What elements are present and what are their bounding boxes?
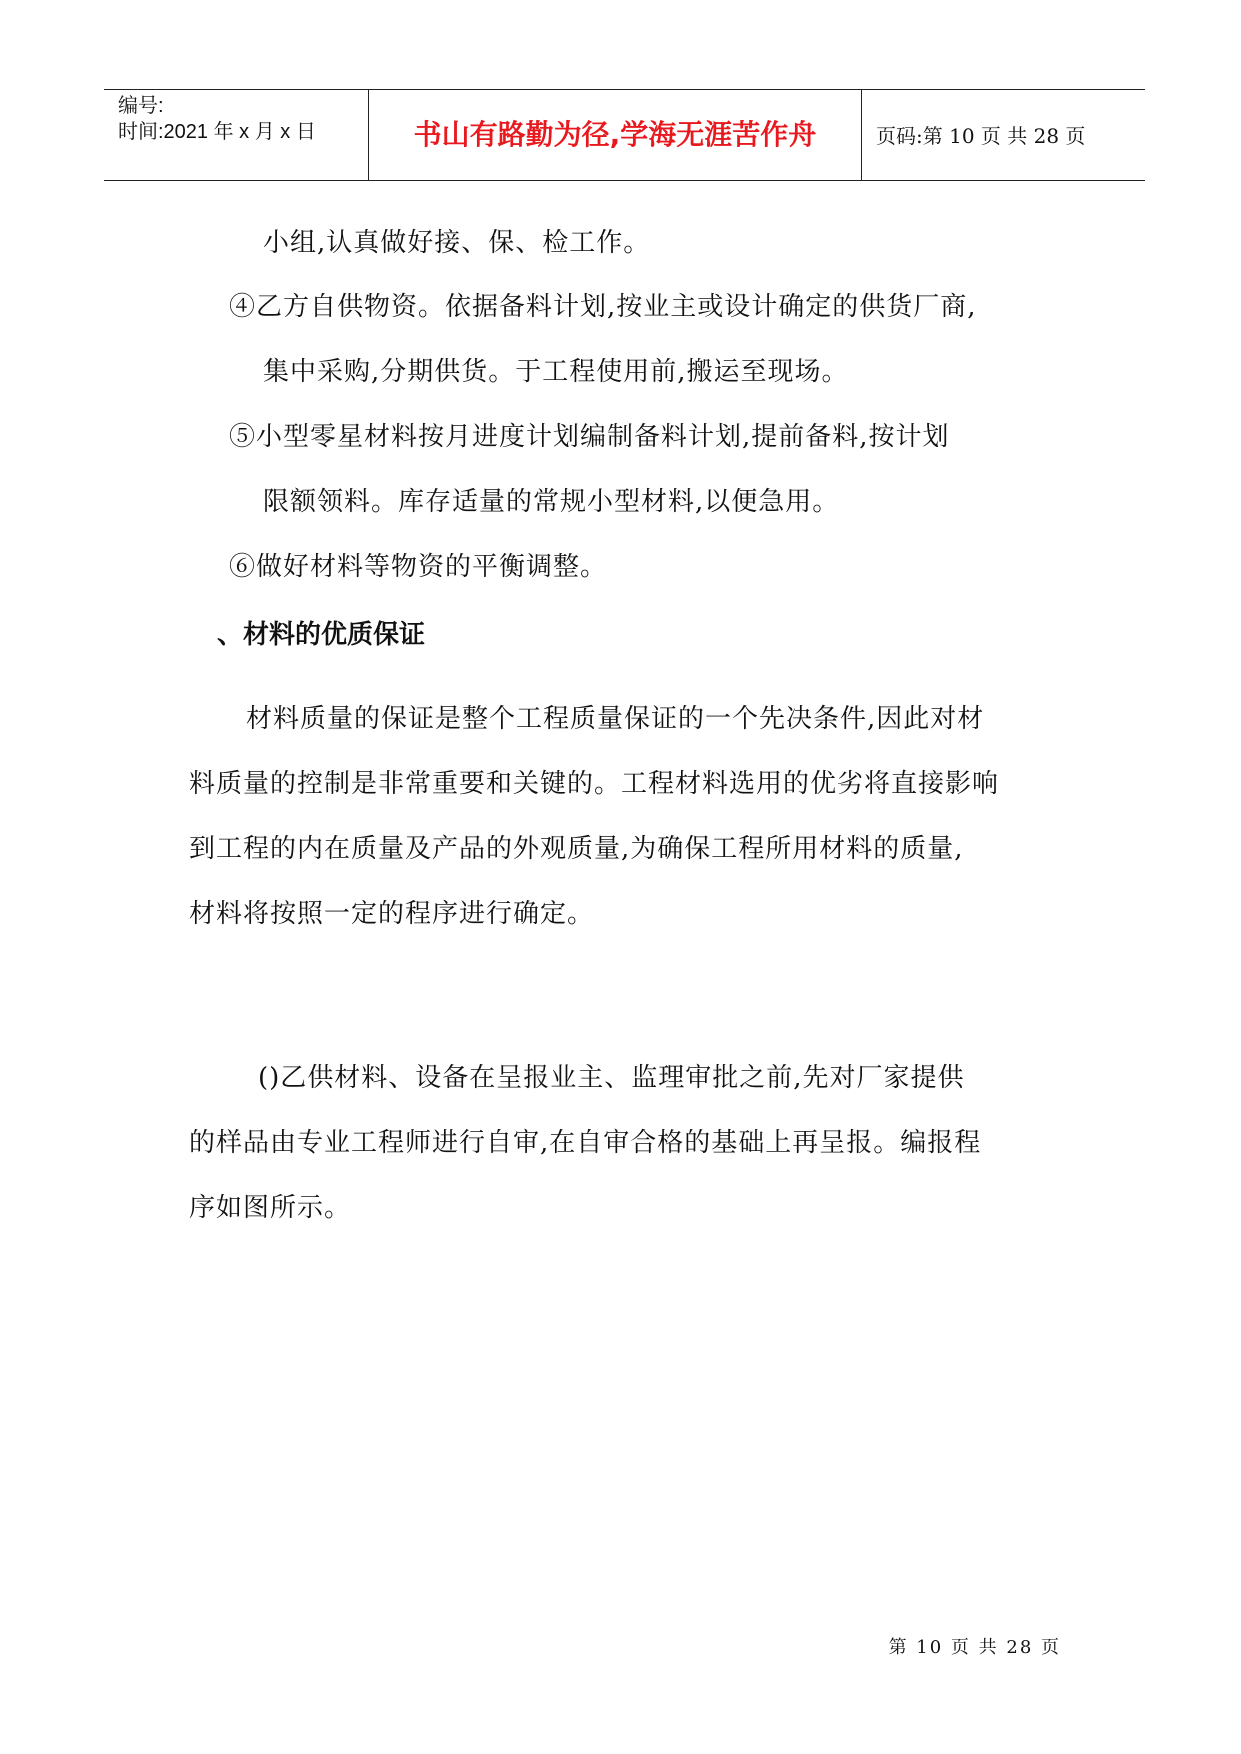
paragraph-line: 材料质量的保证是整个工程质量保证的一个先决条件,因此对材: [246, 704, 985, 734]
paragraph-line: 料质量的控制是非常重要和关键的。工程材料选用的优劣将直接影响: [189, 769, 1000, 799]
header-meta-cell: [104, 90, 368, 180]
body-line: 限额领料。库存适量的常规小型材料,以便急用。: [263, 487, 840, 517]
section-heading: 、材料的优质保证: [217, 620, 426, 650]
document-number-label: 编号:: [118, 95, 164, 117]
body-line: ⑥做好材料等物资的平衡调整。: [229, 552, 608, 582]
body-line: 集中采购,分期供货。于工程使用前,搬运至现场。: [263, 357, 849, 387]
paragraph-line: 材料将按照一定的程序进行确定。: [189, 899, 595, 929]
paragraph-line: 的样品由专业工程师进行自审,在自审合格的基础上再呈报。编报程: [189, 1128, 982, 1158]
page-header: [104, 89, 1145, 181]
header-page-number: 页码:第 10 页 共 28 页: [876, 124, 1086, 148]
document-date-label: 时间:2021 年 x 月 x 日: [118, 121, 316, 143]
paragraph-line: ()乙供材料、设备在呈报业主、监理审批之前,先对厂家提供: [258, 1063, 965, 1093]
paragraph-line: 序如图所示。: [189, 1193, 352, 1223]
header-motto: 书山有路勤为径,学海无涯苦作舟: [413, 118, 817, 151]
paragraph-line: 到工程的内在质量及产品的外观质量,为确保工程所用材料的质量,: [189, 834, 964, 864]
page-footer: 第 10 页 共 28 页: [888, 1637, 1061, 1658]
header-page-cell: [862, 90, 1145, 180]
header-motto-cell: [368, 90, 862, 180]
body-line: 小组,认真做好接、保、检工作。: [263, 228, 651, 258]
body-line: ④乙方自供物资。依据备料计划,按业主或设计确定的供货厂商,: [229, 292, 977, 322]
body-line: ⑤小型零星材料按月进度计划编制备料计划,提前备料,按计划: [229, 422, 950, 452]
